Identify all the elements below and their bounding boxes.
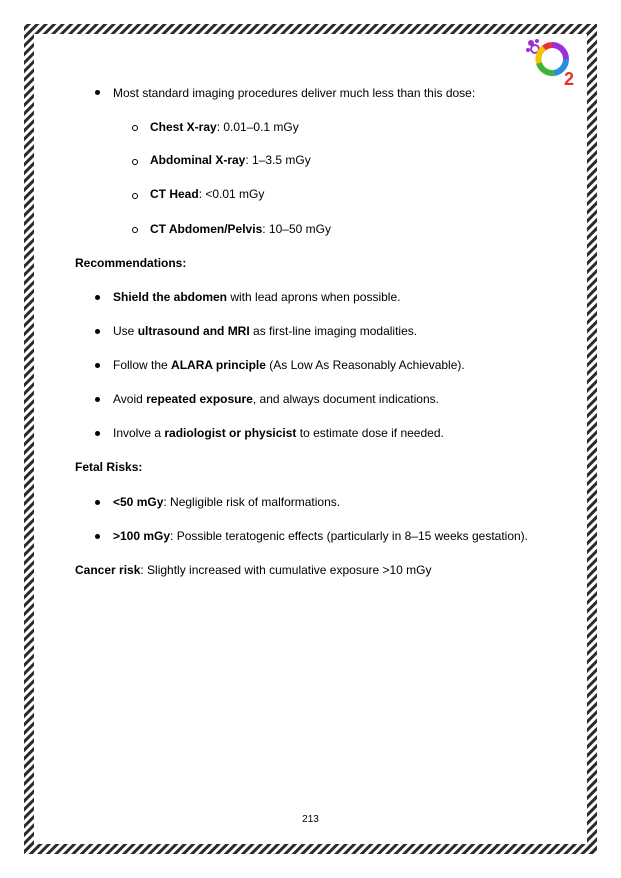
recommendation-item: Avoid repeated exposure, and always document indications. <box>113 392 439 406</box>
o2-logo <box>524 37 580 89</box>
bullet-dot <box>95 534 100 539</box>
sub-bullet <box>132 193 138 199</box>
bullet-dot <box>95 90 100 95</box>
dose-item-ct-abdomen: CT Abdomen/Pelvis: 10–50 mGy <box>150 222 331 236</box>
recommendation-item: Involve a radiologist or physicist to estimate dose if needed. <box>113 426 444 440</box>
svg-text:2: 2 <box>564 69 575 89</box>
fetal-risk-item: >100 mGy: Possible teratogenic effects (particularly in 8–15 weeks gestation). <box>113 529 529 543</box>
fetal-risk-item: <50 mGy: Negligible risk of malformations. <box>113 495 341 509</box>
sub-bullet <box>132 159 138 165</box>
dose-item-ct-head: CT Head: <0.01 mGy <box>150 187 265 201</box>
dose-item-abdominal: Abdominal X-ray: 1–3.5 mGy <box>150 153 311 167</box>
recommendation-item: Follow the ALARA principle (As Low As Reasonably Achievable). <box>113 358 465 372</box>
bullet-dot <box>95 431 100 436</box>
cancer-risk-text: Cancer risk: Slightly increased with cumulative exposure >10 mGy <box>75 563 432 577</box>
bullet-dot <box>95 500 100 505</box>
recommendation-item: Shield the abdomen with lead aprons when possible. <box>113 290 401 304</box>
fetal-risks-heading: Fetal Risks: <box>75 460 143 474</box>
bullet-dot <box>95 329 100 334</box>
bullet-dot <box>95 363 100 368</box>
bullet-dot <box>95 397 100 402</box>
recommendation-item: Use ultrasound and MRI as first-line imaging modalities. <box>113 324 418 338</box>
recommendations-heading: Recommendations: <box>75 256 187 270</box>
bullet-dot <box>95 295 100 300</box>
intro-text: Most standard imaging procedures deliver much less than this dose: <box>113 86 476 100</box>
sub-bullet <box>132 125 138 131</box>
dose-item-chest: Chest X-ray: 0.01–0.1 mGy <box>150 120 299 134</box>
sub-bullet <box>132 227 138 233</box>
page-number: 213 <box>302 814 319 825</box>
